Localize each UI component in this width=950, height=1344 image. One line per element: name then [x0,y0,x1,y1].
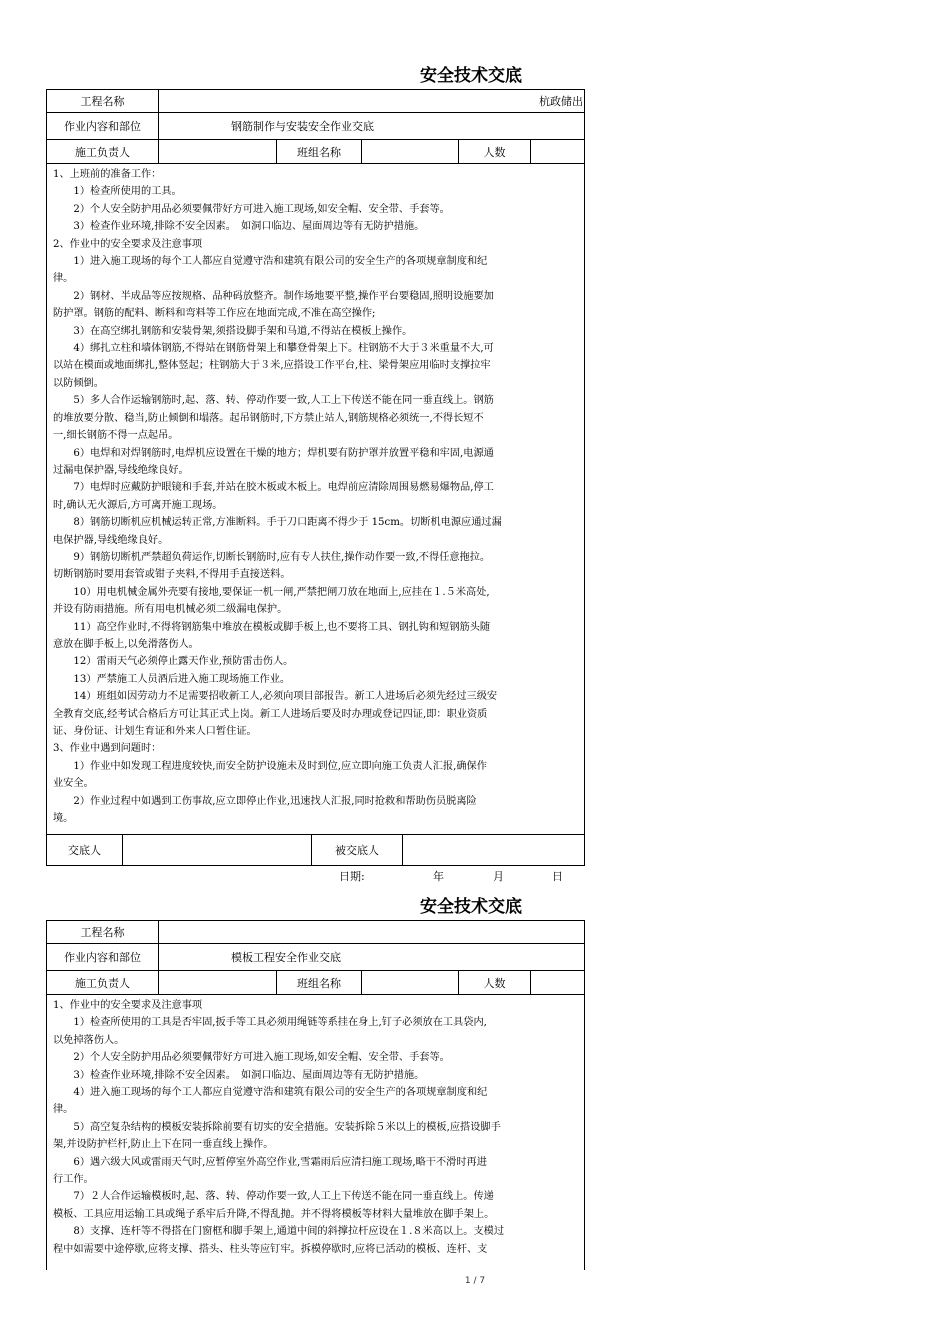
team-value [362,140,459,163]
leader-label: 施工负责人 [47,140,159,163]
instruction-line: 1）进入施工现场的每个工人都应自觉遵守浩和建筑有限公司的安全生产的各项规章制度和纪 [53,256,488,268]
instruction-line: 以防倾倒。 [53,377,104,389]
instruction-line: 1、上班前的准备工作： [53,169,162,180]
handover-label: 交底人 [47,835,123,865]
instruction-line: 并设有防雨措施。所有用电机械必须二级漏电保护。 [53,604,288,616]
date-month: 月 [493,870,504,883]
instruction-line: 13）严禁施工人员酒后进入施工现场施工作业。 [53,673,291,685]
instruction-line: 8）钢筋切断机应机械运转正常,方准断料。手于刀口距离不得少于 15cm。切断机电源应通过漏 [53,517,502,529]
instruction-line: 7）２人合作运输模板时,起、落、转、停动作要一致,人工上下传送不能在同一垂直线上。传递 [53,1191,494,1203]
instruction-line: 3）检查作业环境,排除不安全因素。 如洞口临边、屋面周边等有无防护措施。 [53,221,425,233]
receiver-label: 被交底人 [312,835,403,865]
instruction-line: 1、作业中的安全要求及注意事项 [53,1000,203,1011]
instruction-line: 2）钢材、半成品等应按规格、品种码放整齐。制作场地要平整,操作平台要稳固,照明设施要加 [53,290,494,302]
instruction-line: 6）电焊和对焊钢筋时,电焊机应设置在干燥的地方；焊机要有防护罩并放置平稳和牢固,电源通 [53,447,494,459]
content-label-2: 作业内容和部位 [47,944,159,970]
instruction-line: 6）遇六级大风或雷雨天气时,应暂停室外高空作业,雪霜雨后应清扫施工现场,略干不滑时再进 [53,1156,487,1168]
instruction-line: 程中如需要中途停歇,应将支撑、搭头、柱头等应钉牢。拆模停歇时,应将已活动的模板、连杆、支 [53,1243,488,1255]
instruction-line: 全教育交底,经考试合格后方可让其正式上岗。新工人进场后要及时办理或登记四证,即：职业资质 [53,708,488,720]
content-value: 钢筋制作与安装安全作业交底 [231,120,374,133]
team-label: 班组名称 [277,140,362,163]
instruction-line: 1）检查所使用的工具。 [53,186,182,198]
date-day: 日 [552,870,563,883]
date-year: 年 [433,870,444,883]
safety-form-2 [46,920,585,1270]
receiver-value [403,835,584,865]
instruction-line: 模板、工具应用运输工具或绳子系牢后升降,不得乱抛。并不得将模板等材料大量堆放在脚手架上。 [53,1208,495,1220]
instruction-line: 3）检查作业环境,排除不安全因素。 如洞口临边、屋面周边等有无防护措施。 [53,1069,425,1081]
instruction-line: 2、作业中的安全要求及注意事项 [53,238,203,250]
staff-row [47,140,584,164]
people-label: 人数 [459,140,531,163]
instruction-line: 7）电焊时应戴防护眼镜和手套,并站在胶木板或木板上。电焊前应清除周围易燃易爆物品,停工 [53,482,494,494]
instruction-line: 4）绑扎立柱和墙体钢筋,不得站在钢筋骨架上和攀登骨架上下。柱钢筋不大于３米重量不大,可 [53,343,494,355]
instruction-line: 5）多人合作运输钢筋时,起、落、转、停动作要一致,人工上下传送不能在同一垂直线上。钢筋 [53,395,494,407]
content-row [47,113,584,140]
content-label: 作业内容和部位 [47,113,159,139]
instruction-line: 14）班组如因劳动力不足需要招收新工人,必须向项目部报告。新工人进场后必须先经过三级安 [53,691,498,703]
project-value: 杭政储出 [539,95,583,108]
instruction-line: 2）个人安全防护用品必须要佩带好方可进入施工现场,如安全帽、安全带、手套等。 [53,1052,450,1064]
instruction-line: 11）高空作业时,不得将钢筋集中堆放在模板或脚手板上,也不要将工具、钢扎钩和短钢筋头随 [53,621,491,633]
instruction-line: 3、作业中遇到问题时： [53,743,162,755]
instruction-line: 以免掉落伤人。 [53,1034,125,1046]
content-value-2: 模板工程安全作业交底 [231,951,341,964]
team-value-2 [362,971,459,994]
instruction-line: 防护罩。钢筋的配料、断料和弯料等工作应在地面完成,不准在高空操作; [53,308,376,320]
team-label-2: 班组名称 [277,971,362,994]
instruction-line: 律。 [53,273,74,285]
instruction-line: 2）作业过程中如遇到工伤事故,应立即停止作业,迅速找人汇报,同时抢救和帮助伤员脱离险 [53,795,477,807]
instruction-line: 架,并设防护栏杆,防止上下在同一垂直线上操作。 [53,1139,274,1151]
instruction-line: 意放在脚手板上,以免滑落伤人。 [53,638,199,650]
page-title-2: 安全技术交底 [420,897,522,917]
staff-row-2 [47,971,584,995]
instructions-body-2 [47,995,584,1271]
project-row [47,90,584,113]
safety-form-1 [46,89,585,866]
leader-value-2 [159,971,277,994]
instruction-line: 境。 [53,813,74,825]
instruction-line: 切断钢筋时要用套管或钳子夹料,不得用手直接送料。 [53,569,291,581]
instruction-line: 行工作。 [53,1174,94,1186]
instruction-line: 12）雷雨天气必须停止露天作业,预防雷击伤人。 [53,656,294,668]
instruction-line: 10）用电机械金属外壳要有接地,要保证一机一闸,严禁把闸刀放在地面上,应挂在１.５米高处, [53,586,490,598]
instructions-body [47,164,584,835]
instruction-line: 8）支撑、连杆等不得搭在门窗框和脚手架上,通道中间的斜撑拉杆应设在１.８米高以上。支模过 [53,1226,505,1238]
instruction-line: 律。 [53,1104,74,1116]
instruction-line: 4）进入施工现场的每个工人都应自觉遵守浩和建筑有限公司的安全生产的各项规章制度和纪 [53,1087,488,1099]
instruction-line: 的堆放要分散、稳当,防止倾倒和塌落。起吊钢筋时,下方禁止站人,钢筋规格必须统一,不得长短不 [53,412,484,424]
instruction-line: 以站在模面或地面绑扎,整体竖起；柱钢筋大于３米,应搭设工作平台,柱、梁骨架应用临时支撑拉牢 [53,360,491,372]
page-number: 1 / 7 [464,1276,486,1286]
leader-value [159,140,277,163]
instruction-line: 电保护器,导线绝缘良好。 [53,534,169,546]
project-label-2: 工程名称 [47,921,159,943]
instruction-line: 5）高空复杂结构的模板安装拆除前要有切实的安全措施。安装拆除５米以上的模板,应搭设脚手 [53,1121,501,1133]
instruction-line: 1）作业中如发现工程进度较快,而安全防护设施未及时到位,应立即向施工负责人汇报,确保作 [53,760,487,772]
date-label: 日期: [339,870,365,883]
handover-value [123,835,312,865]
project-label: 工程名称 [47,90,159,112]
people-value [531,140,584,163]
project-row-2 [47,921,584,944]
instruction-line: 3）在高空绑扎钢筋和安装骨架,须搭设脚手架和马道,不得站在模板上操作。 [53,325,413,337]
people-value-2 [531,971,584,994]
instruction-line: 一,细长钢筋不得一点起吊。 [53,430,179,442]
instruction-line: 时,确认无火源后,方可离开施工现场。 [53,499,223,511]
content-row-2 [47,944,584,971]
people-label-2: 人数 [459,971,531,994]
instruction-line: 证、身份证、计划生育证和外来人口暂住证。 [53,726,257,737]
leader-label-2: 施工负责人 [47,971,159,994]
instruction-line: 2）个人安全防护用品必须要佩带好方可进入施工现场,如安全帽、安全带、手套等。 [53,203,450,215]
instruction-line: 1）检查所使用的工具是否牢固,扳手等工具必须用绳链等系挂在身上,钉子必须放在工具袋内, [53,1017,487,1029]
instruction-line: 业安全。 [53,778,94,790]
project-value-2 [159,921,584,943]
instruction-line: 过漏电保护器,导线绝缘良好。 [53,464,189,476]
instruction-line: 9）钢筋切断机严禁超负荷运作,切断长钢筋时,应有专人扶住,操作动作要一致,不得任意拖拉。 [53,551,491,563]
signature-row [47,835,584,865]
page-title: 安全技术交底 [420,66,522,86]
